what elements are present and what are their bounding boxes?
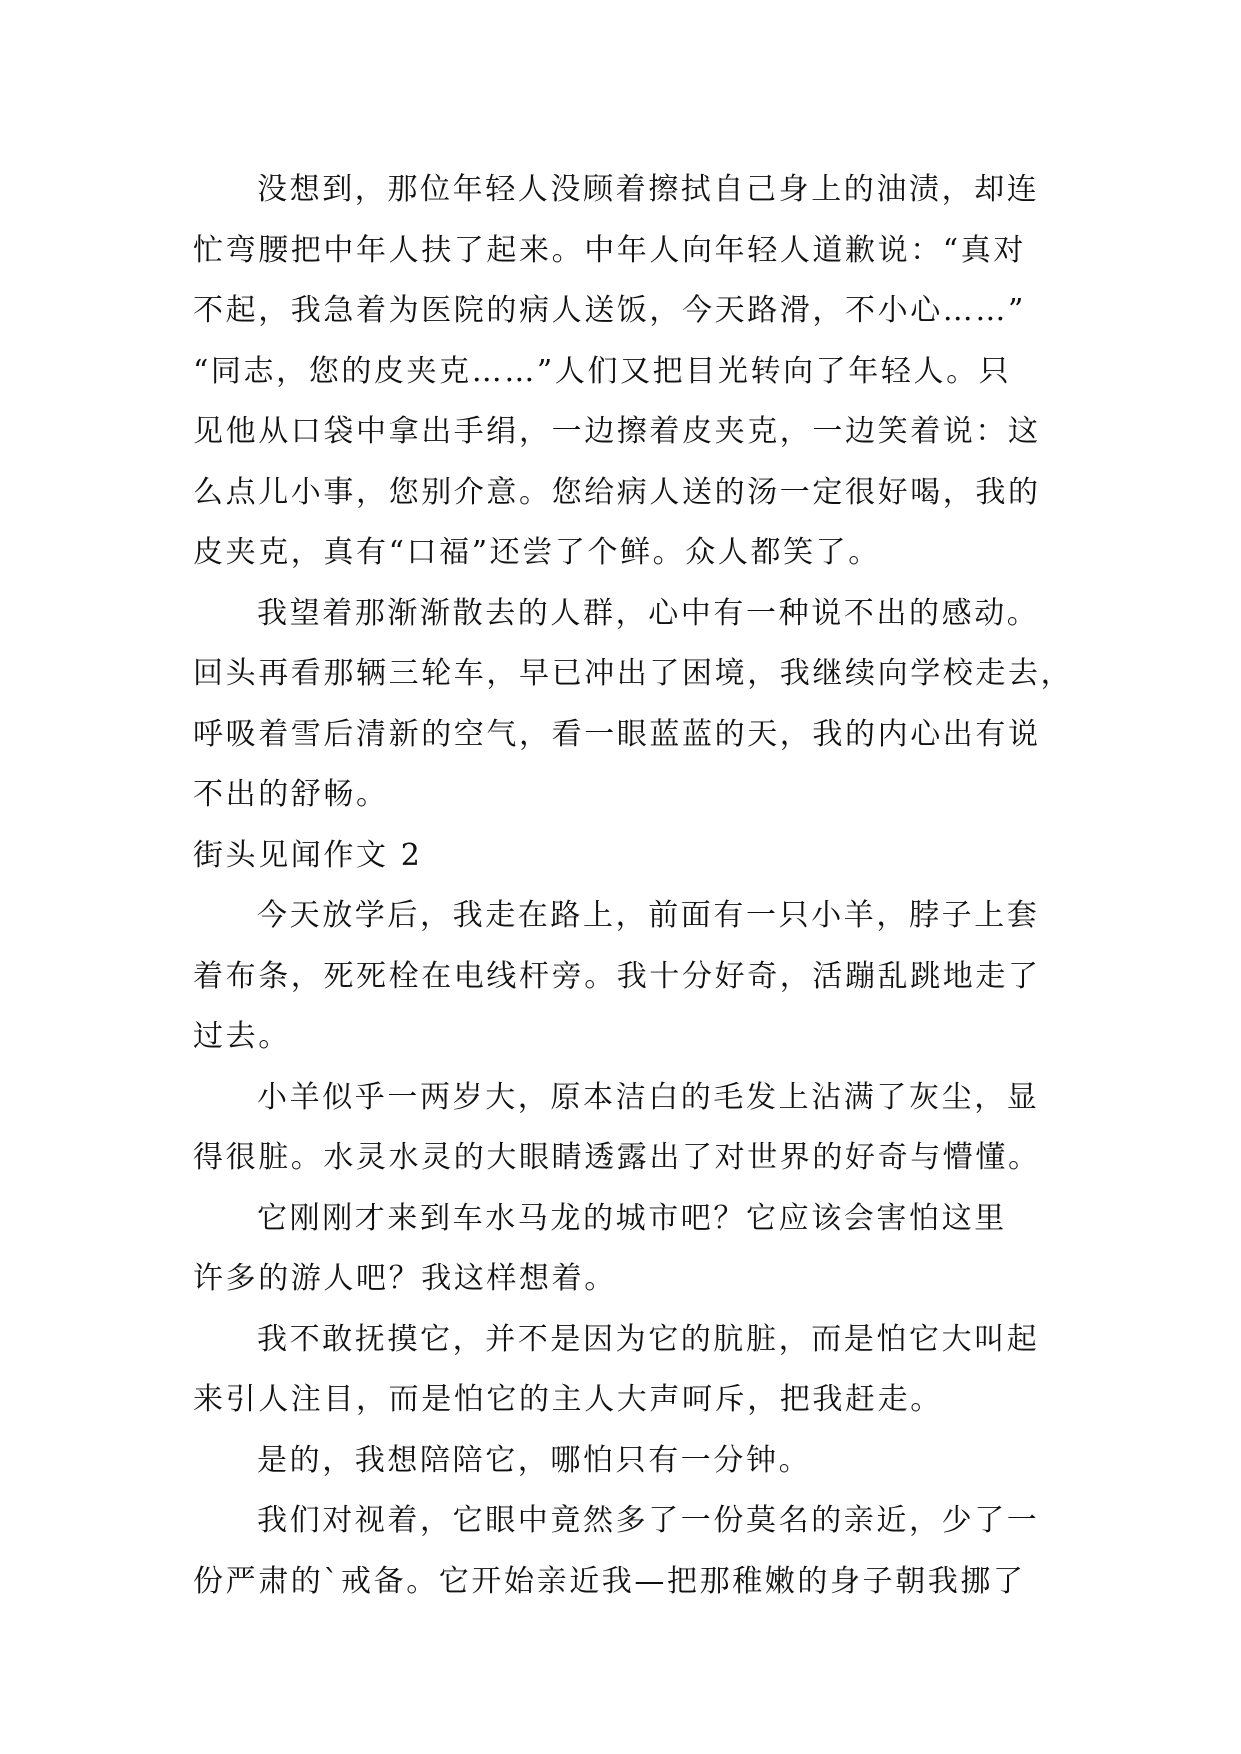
paragraph-line: 见他从口袋中拿出手绢，一边擦着皮夹克，一边笑着说：这: [193, 414, 1041, 449]
paragraph-line: 得很脏。水灵水灵的大眼睛透露出了对世界的好奇与懵懂。: [193, 1140, 1041, 1175]
paragraph-line: 是的，我想陪陪它，哪怕只有一分钟。: [257, 1442, 812, 1478]
paragraph-line: 不出的舒畅。: [193, 777, 389, 812]
paragraph-line: 许多的游人吧？我这样想着。: [193, 1261, 617, 1296]
paragraph-line: 小羊似乎一两岁大，原本洁白的毛发上沾满了灰尘，显: [257, 1079, 1040, 1115]
paragraph-line: 回头再看那辆三轮车，早已冲出了困境，我继续向学校走去，: [193, 656, 1074, 691]
paragraph-line: 么点儿小事，您别介意。您给病人送的汤一定很好喝，我的: [193, 474, 1041, 510]
paragraph-line: 忙弯腰把中年人扶了起来。中年人向年轻人道歉说：“真对: [193, 232, 1026, 268]
paragraph-line: 着布条，死死栓在电线杆旁。我十分好奇，活蹦乱跳地走了: [193, 958, 1041, 994]
document-page: [193, 160, 1074, 1612]
paragraph-line: 我不敢抚摸它，并不是因为它的肮脏，而是怕它大叫起: [257, 1321, 1040, 1357]
paragraph-line: 我望着那渐渐散去的人群，心中有一种说不出的感动。: [257, 595, 1040, 631]
paragraph-line: 过去。: [193, 1019, 291, 1054]
paragraph-line: “同志，您的皮夹克……”人们又把目光转向了年轻人。只: [193, 353, 1012, 389]
paragraph-line: 我们对视着，它眼中竟然多了一份莫名的亲近，少了一: [257, 1503, 1040, 1538]
paragraph-line: 呼吸着雪后清新的空气，看一眼蓝蓝的天，我的内心出有说: [193, 716, 1041, 752]
paragraph-line: 不起，我急着为医院的病人送饭，今天路滑，不小心……”: [193, 293, 1026, 328]
section-title: 街头见闻作文 2: [193, 837, 423, 873]
paragraph-line: 来引人注目，而是怕它的主人大声呵斥，把我赶走。: [193, 1382, 943, 1417]
paragraph-line: 皮夹克，真有“口福”还尝了个鲜。众人都笑了。: [193, 535, 881, 570]
paragraph-line: 今天放学后，我走在路上，前面有一只小羊，脖子上套: [257, 898, 1040, 933]
paragraph-line: 份严肃的`戒备。它开始亲近我—把那稚嫩的身子朝我挪了: [193, 1563, 1026, 1599]
paragraph-line: 没想到，那位年轻人没顾着擦拭自己身上的油渍，却连: [257, 172, 1040, 207]
paragraph-line: 它刚刚才来到车水马龙的城市吧？它应该会害怕这里: [257, 1200, 1007, 1236]
